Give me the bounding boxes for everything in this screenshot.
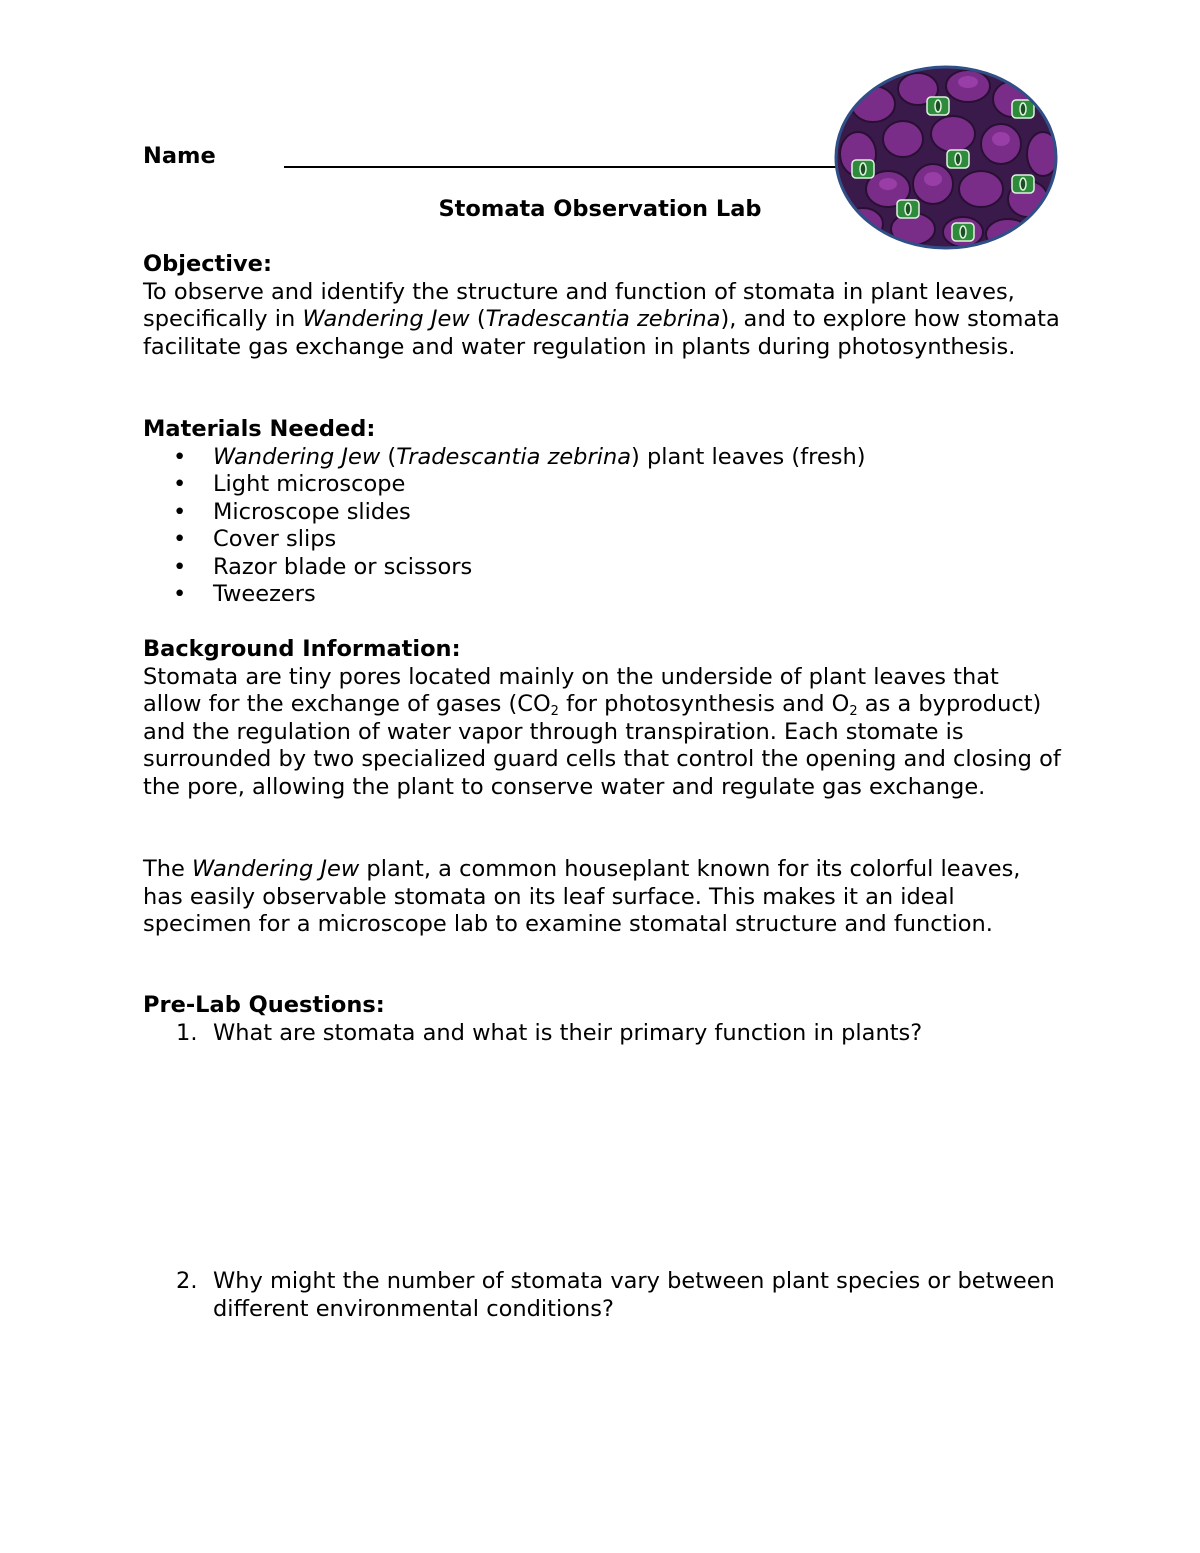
materials-section <box>143 416 1063 609</box>
prelab-section <box>143 992 1063 1047</box>
objective-section <box>143 251 1063 361</box>
background-section <box>143 636 1063 801</box>
name-label: Name <box>143 143 216 169</box>
prelab-heading: Pre-Lab Questions: <box>143 992 385 1018</box>
objective-text: To observe and identify the structure and function of stomata in plant leaves, specifically in Wandering Jew (Tradescantia zebrina), and to explore how stomata facilitate gas exchange and water regulation in plants during photosynthesis. <box>143 278 1060 360</box>
question-1: 1. What are stomata and what is their primary function in plants? <box>176 1019 923 1046</box>
list-item: • Light microscope <box>173 471 406 497</box>
prelab-questions <box>143 1020 1063 1048</box>
list-item: • Razor blade or scissors <box>173 553 473 580</box>
background-paragraph-2: The Wandering Jew plant, a common houseplant known for its colorful leaves, has easily observable stomata on its leaf surface. This makes it an ideal specimen for a microscope lab to examine stomatal structure and function. <box>143 856 1021 937</box>
list-item: • Cover slips <box>173 526 337 552</box>
stomata-micrograph-icon <box>833 64 1059 251</box>
page-title: Stomata Observation Lab <box>438 196 762 222</box>
question-2: 2. Why might the number of stomata vary between plant species or between different environmental conditions? <box>176 1268 1055 1322</box>
list-item: • Tweezers <box>173 581 316 607</box>
objective-heading: Objective: <box>143 251 272 277</box>
list-item: • Microscope slides <box>173 498 411 525</box>
background-heading: Background Information: <box>143 636 461 662</box>
question-2-block <box>143 1268 1063 1323</box>
background-paragraph-1: Stomata are tiny pores located mainly on the underside of plant leaves that allow for the exchange of gases ($CO_2$ for photosynthesis and $O_2$ as a byproduct) and the regulation of water vapor through transpiration. Each stomate is surrounded by two specialized guard cells that control the opening and closing of the pore, allowing the plant to conserve water and regulate gas exchange. <box>143 663 1061 800</box>
list-item: • Wandering Jew (Tradescantia zebrina) plant leaves (fresh) <box>173 443 866 470</box>
name-row <box>143 140 843 172</box>
materials-heading: Materials Needed: <box>143 416 376 442</box>
name-blank-line[interactable] <box>284 166 839 168</box>
materials-list <box>143 444 1063 609</box>
